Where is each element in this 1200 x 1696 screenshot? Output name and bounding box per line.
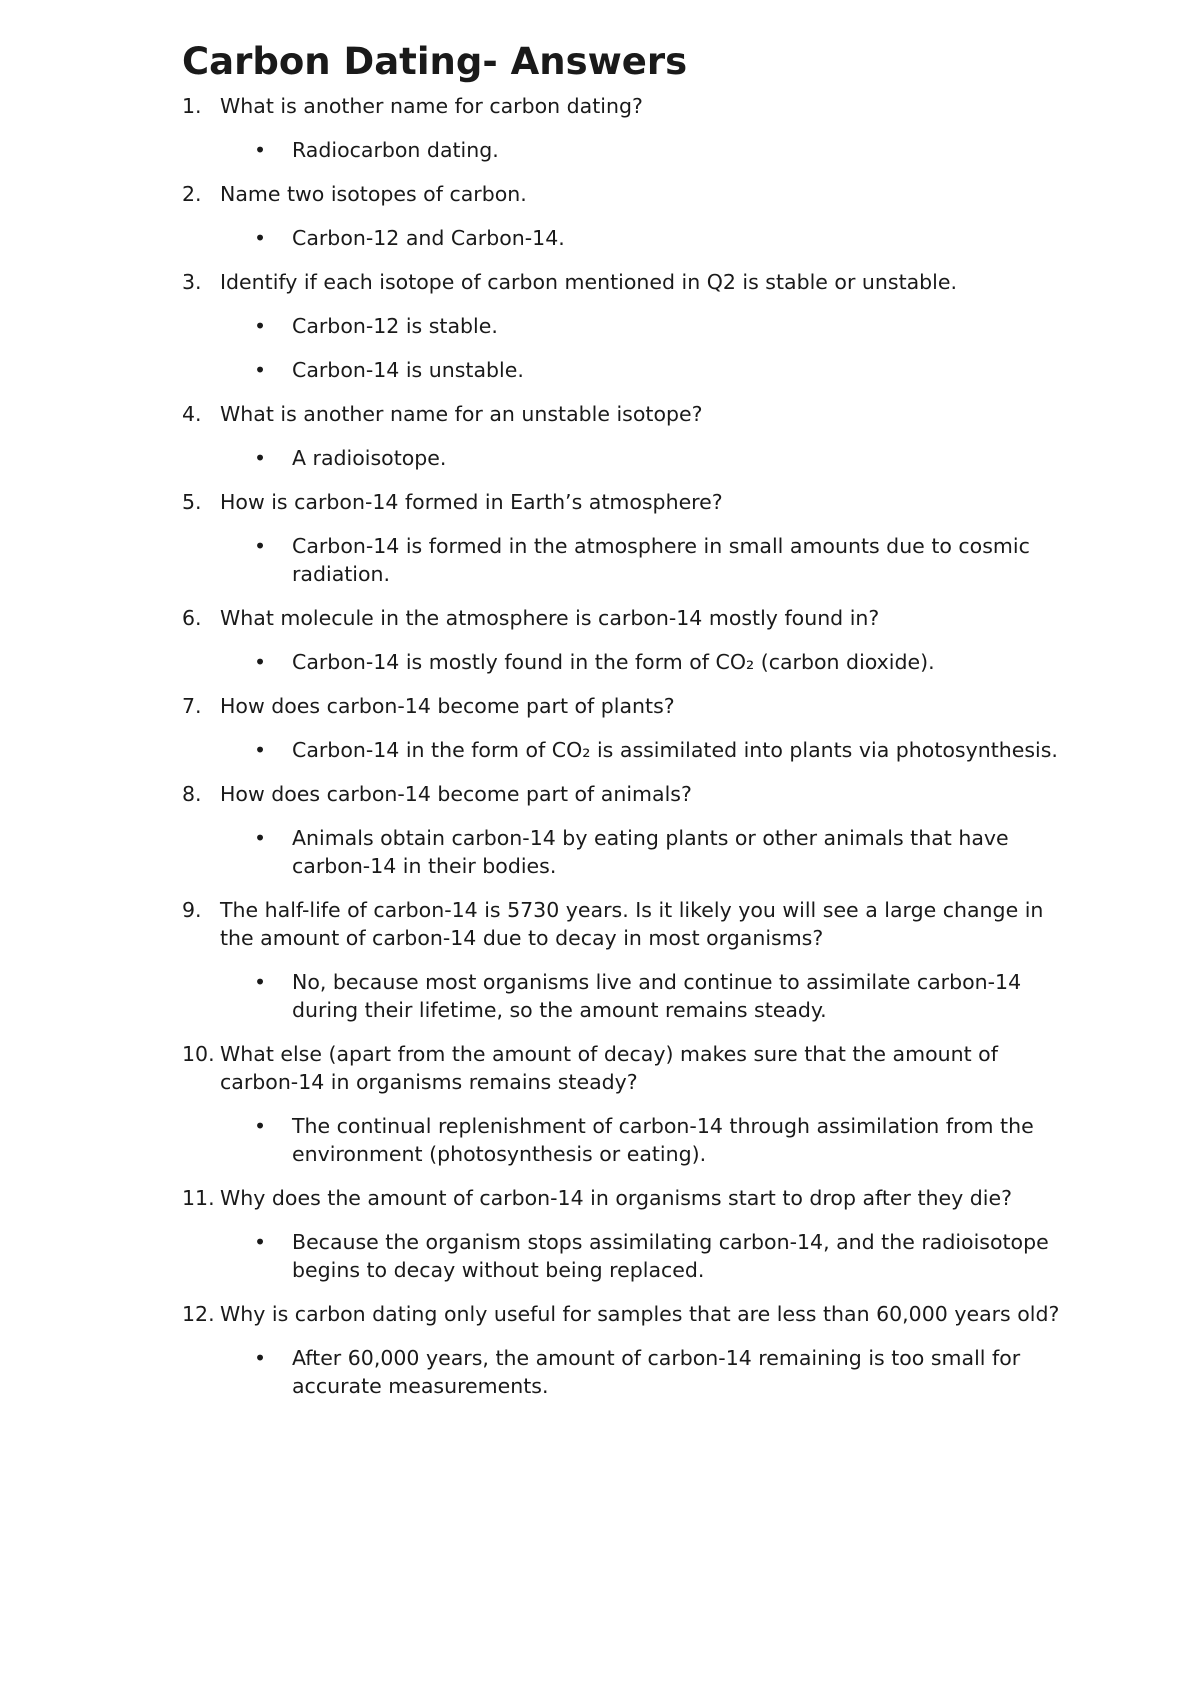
answer-item xyxy=(182,648,1082,676)
question-item xyxy=(182,488,1082,604)
question-text: What else (apart from the amount of decay) makes sure that the amount of carbon-14 in organisms remains steady? xyxy=(220,1042,998,1094)
question-number: 9. xyxy=(182,898,202,922)
question-item xyxy=(182,692,1082,780)
question-item xyxy=(182,400,1082,488)
answer-item xyxy=(182,356,1082,384)
question-text: Identify if each isotope of carbon mentioned in Q2 is stable or unstable. xyxy=(220,270,958,294)
answer-text: Carbon-14 is mostly found in the form of CO₂ (carbon dioxide). xyxy=(292,650,935,674)
question-list xyxy=(182,92,1082,1416)
document-title: Carbon Dating- Answers xyxy=(182,40,688,83)
answer-text: A radioisotope. xyxy=(292,446,447,470)
question-number: 6. xyxy=(182,606,202,630)
bullet-icon: • xyxy=(254,826,267,850)
answer-text: Radiocarbon dating. xyxy=(292,138,499,162)
answer-list xyxy=(220,736,1082,780)
question-text: Name two isotopes of carbon. xyxy=(220,182,527,206)
question-number: 7. xyxy=(182,694,202,718)
bullet-icon: • xyxy=(254,970,267,994)
bullet-icon: • xyxy=(254,1114,267,1138)
question-item xyxy=(182,604,1082,692)
question-item xyxy=(182,780,1082,896)
question-number: 5. xyxy=(182,490,202,514)
answer-list xyxy=(220,224,1082,268)
answer-list xyxy=(220,532,1082,604)
answer-item xyxy=(182,1228,1082,1284)
question-item xyxy=(182,268,1082,400)
question-number: 10. xyxy=(182,1042,215,1066)
answer-text: The continual replenishment of carbon-14 through assimilation from the environment (photosynthesis or eating). xyxy=(292,1114,1034,1166)
answer-item xyxy=(182,968,1082,1024)
answer-text: After 60,000 years, the amount of carbon-14 remaining is too small for accurate measurements. xyxy=(292,1346,1021,1398)
bullet-icon: • xyxy=(254,650,267,674)
answer-list xyxy=(220,1112,1082,1184)
question-item xyxy=(182,1040,1082,1184)
answer-text: Carbon-14 is unstable. xyxy=(292,358,524,382)
answer-text: Carbon-14 is formed in the atmosphere in small amounts due to cosmic radiation. xyxy=(292,534,1030,586)
answer-text: No, because most organisms live and continue to assimilate carbon-14 during their lifetime, so the amount remains steady. xyxy=(292,970,1022,1022)
question-number: 12. xyxy=(182,1302,215,1326)
question-text: How is carbon-14 formed in Earth’s atmosphere? xyxy=(220,490,723,514)
bullet-icon: • xyxy=(254,314,267,338)
question-number: 4. xyxy=(182,402,202,426)
answer-item xyxy=(182,1112,1082,1168)
answer-list xyxy=(220,136,1082,180)
question-text: What molecule in the atmosphere is carbon-14 mostly found in? xyxy=(220,606,880,630)
answer-item xyxy=(182,532,1082,588)
question-number: 2. xyxy=(182,182,202,206)
bullet-icon: • xyxy=(254,1346,267,1370)
answer-item xyxy=(182,224,1082,252)
answer-list xyxy=(220,824,1082,896)
question-text: Why does the amount of carbon-14 in organisms start to drop after they die? xyxy=(220,1186,1012,1210)
question-text: Why is carbon dating only useful for samples that are less than 60,000 years old? xyxy=(220,1302,1060,1326)
question-item xyxy=(182,92,1082,180)
question-item xyxy=(182,896,1082,1040)
bullet-icon: • xyxy=(254,138,267,162)
answer-list xyxy=(220,648,1082,692)
answer-item xyxy=(182,736,1082,764)
question-text: What is another name for carbon dating? xyxy=(220,94,643,118)
answer-item xyxy=(182,1344,1082,1400)
document-page xyxy=(182,36,1082,1416)
answer-text: Carbon-12 is stable. xyxy=(292,314,498,338)
answer-text: Animals obtain carbon-14 by eating plants or other animals that have carbon-14 in their bodies. xyxy=(292,826,1009,878)
answer-list xyxy=(220,1344,1082,1416)
answer-list xyxy=(220,312,1082,400)
answer-list xyxy=(220,444,1082,488)
question-number: 11. xyxy=(182,1186,215,1210)
question-item xyxy=(182,1300,1082,1416)
answer-list xyxy=(220,1228,1082,1300)
question-text: What is another name for an unstable isotope? xyxy=(220,402,703,426)
answer-text: Because the organism stops assimilating carbon-14, and the radioisotope begins to decay without being replaced. xyxy=(292,1230,1049,1282)
question-text: How does carbon-14 become part of plants? xyxy=(220,694,675,718)
bullet-icon: • xyxy=(254,226,267,250)
question-number: 1. xyxy=(182,94,202,118)
bullet-icon: • xyxy=(254,534,267,558)
question-text: The half-life of carbon-14 is 5730 years. Is it likely you will see a large change in the amount of carbon-14 due to decay in most organisms? xyxy=(220,898,1044,950)
question-item xyxy=(182,1184,1082,1300)
answer-list xyxy=(220,968,1082,1040)
bullet-icon: • xyxy=(254,1230,267,1254)
bullet-icon: • xyxy=(254,446,267,470)
answer-text: Carbon-12 and Carbon-14. xyxy=(292,226,565,250)
answer-item xyxy=(182,824,1082,880)
answer-text: Carbon-14 in the form of CO₂ is assimilated into plants via photosynthesis. xyxy=(292,738,1058,762)
answer-item xyxy=(182,312,1082,340)
answer-item xyxy=(182,444,1082,472)
question-number: 8. xyxy=(182,782,202,806)
question-number: 3. xyxy=(182,270,202,294)
question-item xyxy=(182,180,1082,268)
bullet-icon: • xyxy=(254,358,267,382)
bullet-icon: • xyxy=(254,738,267,762)
question-text: How does carbon-14 become part of animals? xyxy=(220,782,692,806)
answer-item xyxy=(182,136,1082,164)
